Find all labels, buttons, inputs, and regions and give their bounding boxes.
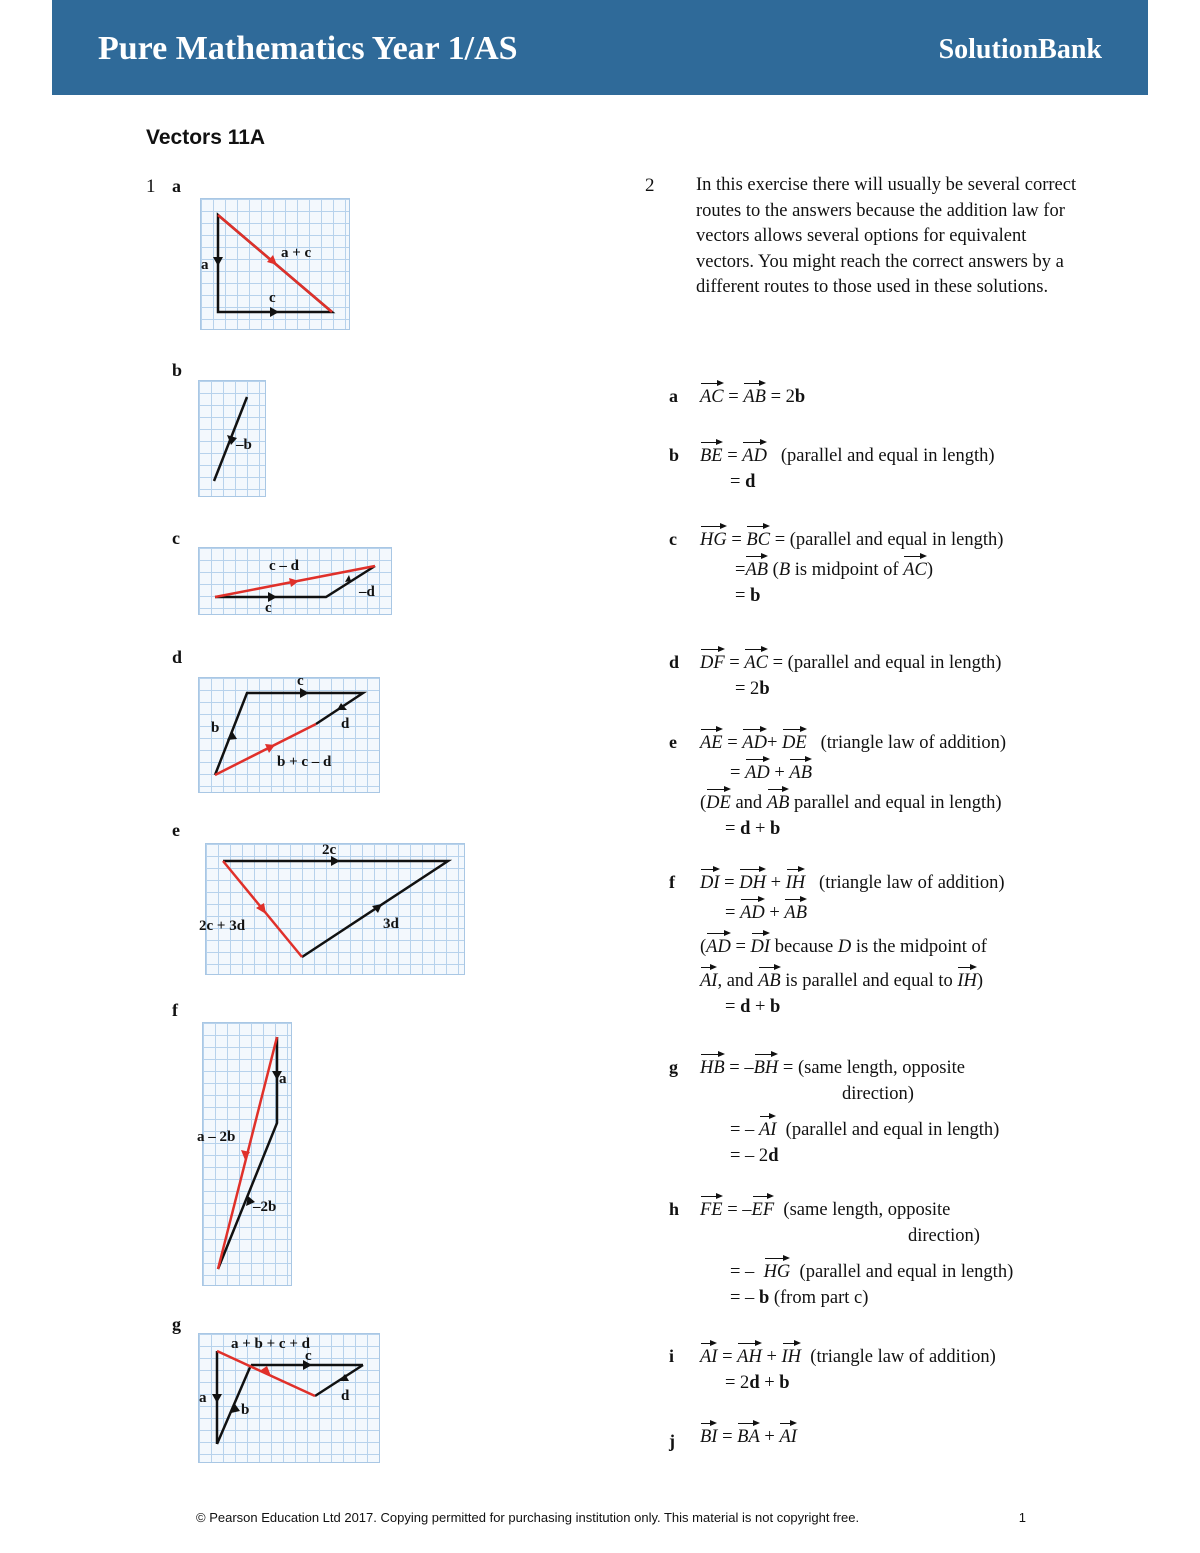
- q1d-label-b: b: [211, 720, 220, 736]
- q1e-label: e: [172, 820, 180, 840]
- q1g-label-res: a + b + c + d: [231, 1336, 310, 1352]
- page-number: 1: [1018, 1510, 1026, 1525]
- q2f-answer: DI = DH + IH (triangle law of addition) = AD + AB (AD = DI because D is the midpoint of AI, and AB is parallel and equal to IH) = d + b: [700, 866, 1005, 1020]
- q1f-label-a: a: [279, 1071, 287, 1087]
- q2a-answer: AC = AB = 2b: [700, 380, 805, 410]
- q2b-answer: BE = AD (parallel and equal in length) = d: [700, 439, 995, 495]
- q1c-diagram: [198, 547, 392, 615]
- q2g-label: g: [669, 1057, 678, 1077]
- q1b-label-b: –b: [236, 437, 252, 453]
- header-title: Pure Mathematics Year 1/AS: [98, 30, 518, 67]
- q2d-answer: DF = AC = (parallel and equal in length) = 2b: [700, 646, 1001, 702]
- q1d-label-d: d: [341, 716, 350, 732]
- footer-copyright: © Pearson Education Ltd 2017. Copying permitted for purchasing institution only. This material is not copyright free.: [196, 1510, 860, 1525]
- q1c-label-d: –d: [359, 584, 375, 600]
- q2e-answer: AE = AD+ DE (triangle law of addition) = AD + AB (DE and AB parallel and equal in length) = d + b: [700, 726, 1006, 842]
- q1e-label-3d: 3d: [383, 916, 399, 932]
- q1c-label: c: [172, 528, 180, 548]
- q2g-answer: HB = –BH = (same length, opposite direction) = – AI (parallel and equal in length) = – 2d: [700, 1051, 999, 1169]
- q1a-label-a: a: [201, 257, 209, 273]
- q2i-label: i: [669, 1346, 675, 1366]
- q1a-label-ac: a + c: [281, 245, 312, 261]
- q1g-label: g: [172, 1314, 181, 1334]
- q1g-label-d: d: [341, 1388, 350, 1404]
- q2-number: 2: [645, 175, 655, 196]
- q2f-label: f: [669, 872, 675, 892]
- q2j-answer: BI = BA + AI: [700, 1420, 797, 1450]
- q1d-label-c: c: [297, 673, 304, 689]
- q1a-label: a: [172, 176, 181, 196]
- q1g-vec-d: [315, 1365, 363, 1396]
- q1c-arrow-cd: [289, 578, 299, 587]
- q2j-label: j: [669, 1431, 675, 1451]
- q1g-label-b: b: [241, 1402, 250, 1418]
- q2c-label: c: [669, 529, 677, 549]
- q1d-diagram: [198, 673, 380, 793]
- q2a-label: a: [669, 386, 678, 406]
- q1e-label-2c: 2c: [322, 842, 337, 858]
- q1e-path-black: [223, 861, 448, 957]
- q1d-arrow-b: [227, 731, 237, 740]
- q2i-answer: AI = AH + IH (triangle law of addition) = 2d + b: [700, 1340, 996, 1396]
- q1c-arrow-d: [345, 575, 351, 582]
- q1d-arrow-c: [300, 688, 309, 698]
- q1e-label-res: 2c + 3d: [199, 918, 246, 934]
- q2-intro: In this exercise there will usually be several correct routes to the answers because the addition law for vectors allows several options for equivalent vectors. You might reach the correct answers by a different routes to those used in these solutions.: [696, 175, 1077, 297]
- q1f-label-res: a – 2b: [197, 1129, 236, 1145]
- q2h-answer: FE = –EF (same length, opposite direction) = – HG (parallel and equal in length) = – b (from part c): [700, 1193, 1013, 1311]
- q1e-diagram: [199, 842, 465, 975]
- q2c-answer: HG = BC = (parallel and equal in length) =AB (B is midpoint of AC) = b: [700, 523, 1003, 609]
- q1g-resultant-red: [217, 1351, 315, 1396]
- q1a-diagram: [200, 198, 350, 330]
- header-brand: SolutionBank: [938, 34, 1102, 65]
- q1c-label-cd: c – d: [269, 558, 299, 574]
- q2h-label: h: [669, 1199, 680, 1219]
- q2e-label: e: [669, 732, 677, 752]
- header-banner: [52, 0, 1148, 95]
- q1f-label: f: [172, 1000, 178, 1020]
- q1f-label-2b: –2b: [253, 1199, 277, 1215]
- q1g-label-a: a: [199, 1390, 207, 1406]
- q1b-diagram: [198, 380, 266, 497]
- q1d-label: d: [172, 647, 183, 667]
- q1b-label: b: [172, 360, 183, 380]
- q1a-arrow-a: [213, 257, 223, 266]
- q1a-arrow-c: [270, 307, 279, 317]
- q1g-diagram: [198, 1333, 380, 1463]
- q1g-label-c: c: [305, 1348, 312, 1364]
- footer: [196, 1510, 1036, 1525]
- q1d-label-res: b + c – d: [277, 754, 332, 770]
- q1-number: 1: [146, 176, 156, 197]
- q1a-label-c: c: [269, 290, 276, 306]
- q2d-label: d: [669, 652, 680, 672]
- q2b-label: b: [669, 445, 680, 465]
- q1g-arrow-a: [212, 1394, 222, 1403]
- q1f-diagram: [197, 1022, 292, 1286]
- q1c-label-c: c: [265, 600, 272, 616]
- page-title: Vectors 11A: [146, 126, 266, 149]
